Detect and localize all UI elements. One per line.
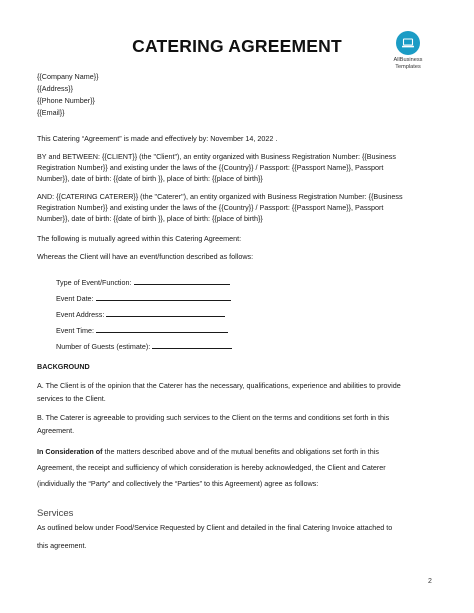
phone-placeholder: {{Phone Number}}: [37, 96, 95, 105]
by-between-line-2: Registration Number}} and existing under the laws of the {{Country}} / Passport: {{Passport Name}}, Passport: [37, 163, 384, 172]
event-field-address: [56, 309, 225, 320]
allbusiness-logo: [383, 31, 433, 70]
services-heading: Services: [37, 508, 74, 519]
intro-line: This Catering “Agreement” is made and effectively by: November 14, 2022 .: [37, 134, 278, 143]
document-title: CATERING AGREEMENT: [132, 36, 342, 56]
and-line-2: Registration Number}} and existing under the laws of the {{Country}} / Passport: {{Passport Name}}, Passport: [37, 203, 384, 212]
consideration-lead: In Consideration of: [37, 447, 103, 456]
field-blank: [106, 309, 225, 317]
field-blank: [96, 325, 228, 333]
logo-line-2: Templates: [395, 63, 421, 70]
whereas-line: Whereas the Client will have an event/function described as follows:: [37, 252, 254, 261]
email-placeholder: {{Email}}: [37, 108, 65, 117]
logo-line-1: AllBusiness: [393, 57, 423, 63]
event-field-date: [56, 293, 231, 304]
event-field-guests: [56, 341, 232, 352]
address-placeholder: {{Address}}: [37, 84, 73, 93]
page-number: 2: [428, 578, 432, 585]
field-blank: [96, 293, 231, 301]
by-between-line-1: BY and BETWEEN: {{CLIENT}} (the "Client"), an entity organized with Business Registration Number: {{Business: [37, 152, 396, 161]
consideration-line-3: (individually the “Party” and collectively the “Parties” to this Agreement) agree as follows:: [37, 479, 319, 488]
consideration-line-2: Agreement, the receipt and sufficiency of which consideration is hereby acknowledged, the Client and Caterer: [37, 463, 386, 472]
background-a-line-2: services to the Client.: [37, 394, 106, 403]
background-b-line-1: B. The Caterer is agreeable to providing such services to the Client on the terms and conditions set forth in this: [37, 413, 390, 422]
by-between-line-3: Number}}, date of birth: {{date of birth }}, place of birth: {{place of birth}}: [37, 174, 263, 183]
event-field-type: [56, 277, 230, 288]
consideration-line-1-rest: the matters described above and of the mutual benefits and obligations set forth in this: [102, 447, 379, 456]
laptop-icon: [396, 31, 420, 55]
field-blank: [152, 341, 232, 349]
field-blank: [134, 277, 230, 285]
field-label: Type of Event/Function:: [56, 278, 132, 287]
company-name-placeholder: {{Company Name}}: [37, 72, 99, 81]
background-b-line-2: Agreement.: [37, 426, 75, 435]
background-heading: BACKGROUND: [37, 362, 90, 371]
field-label: Number of Guests (estimate):: [56, 342, 151, 351]
background-a-line-1: A. The Client is of the opinion that the Caterer has the necessary, qualifications, experience and abilities to provide: [37, 381, 401, 390]
and-line-1: AND: {{CATERING CATERER}} (the "Caterer"), an entity organized with Business Registration Number: {{Business: [37, 192, 403, 201]
field-label: Event Time:: [56, 326, 94, 335]
services-line-2: this agreement.: [37, 541, 87, 550]
services-line-1: As outlined below under Food/Service Requested by Client and detailed in the final Catering Invoice attached to: [37, 523, 393, 532]
event-field-time: [56, 325, 228, 336]
field-label: Event Date:: [56, 294, 94, 303]
mutual-agreement-line: The following is mutually agreed within this Catering Agreement:: [37, 234, 242, 243]
field-label: Event Address:: [56, 310, 105, 319]
consideration-line-1: [37, 447, 379, 457]
and-line-3: Number}}, date of birth: {{date of birth }}, place of birth: {{place of birth}}: [37, 214, 263, 223]
